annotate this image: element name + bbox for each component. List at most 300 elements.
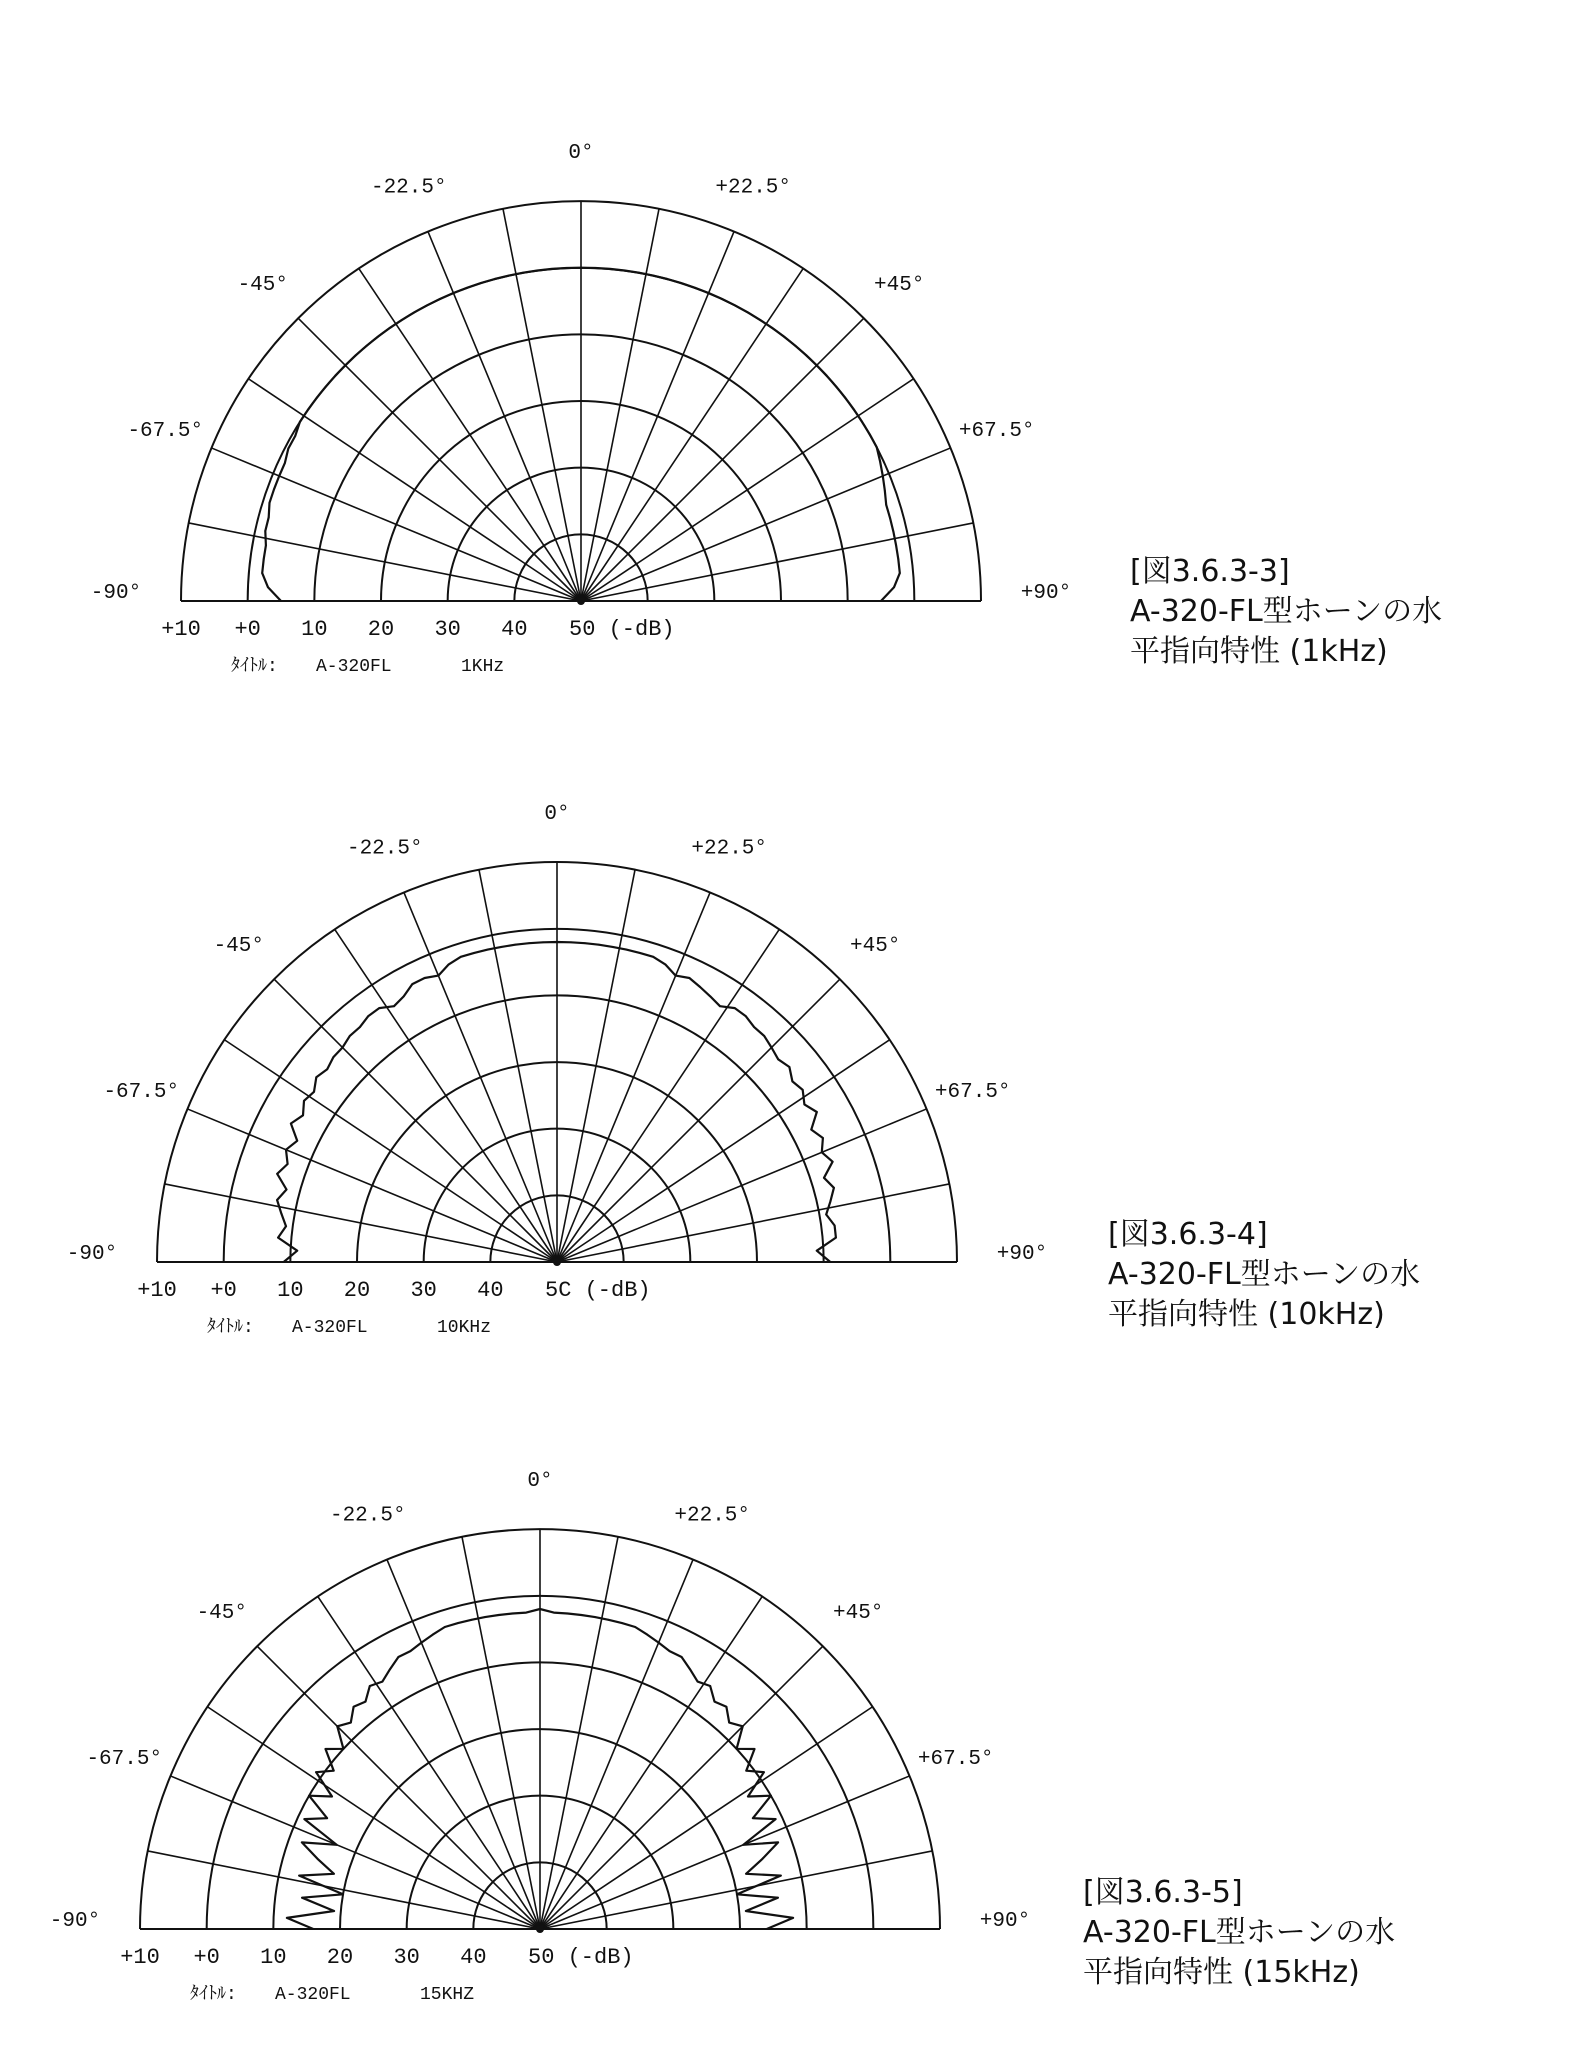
data-point: [336, 1725, 338, 1727]
data-point: [802, 1089, 804, 1091]
title-label: ﾀｲﾄﾙ:: [207, 1318, 254, 1338]
data-point: [439, 298, 441, 300]
grid-spoke: [540, 1776, 910, 1929]
data-point: [537, 270, 539, 272]
data-point: [365, 1701, 367, 1703]
data-point: [353, 1706, 355, 1708]
data-point: [313, 1091, 315, 1093]
data-point: [721, 298, 723, 300]
data-point: [646, 1634, 648, 1636]
grid-spoke: [170, 1776, 540, 1929]
db-label: 40: [460, 1945, 487, 1970]
data-point: [460, 956, 462, 958]
data-point: [832, 1161, 834, 1163]
data-point: [553, 1612, 555, 1614]
data-point: [367, 1015, 369, 1017]
data-point: [301, 1897, 303, 1899]
data-point: [823, 1177, 825, 1179]
data-point: [525, 1612, 527, 1614]
data-point: [780, 1875, 782, 1877]
data-point: [471, 1619, 473, 1621]
data-point: [728, 1722, 730, 1724]
data-point: [816, 1111, 818, 1113]
center-dot: [577, 597, 585, 605]
grid-spoke: [581, 231, 734, 601]
angle-label: -67.5°: [86, 1747, 163, 1771]
db-label: 30: [393, 1945, 420, 1970]
data-point: [742, 1844, 744, 1846]
data-point: [745, 1770, 747, 1772]
data-point: [880, 600, 882, 602]
data-point: [316, 397, 318, 399]
data-point: [763, 1771, 765, 1773]
data-point: [336, 1844, 338, 1846]
data-point: [638, 272, 640, 274]
data-point: [278, 475, 280, 477]
db-label: +10: [161, 617, 201, 642]
data-point: [699, 986, 701, 988]
data-point: [822, 1137, 824, 1139]
data-point: [301, 1842, 303, 1844]
data-point: [805, 354, 807, 356]
data-point: [299, 421, 301, 423]
data-point: [775, 1818, 777, 1820]
db-label: 50 (-dB): [569, 617, 675, 642]
db-label: 30: [434, 617, 461, 642]
grid-spoke: [274, 979, 557, 1262]
data-point: [835, 1237, 837, 1239]
title-value: A-320FL: [275, 1985, 351, 2005]
data-point: [861, 421, 863, 423]
data-point: [719, 1005, 721, 1007]
data-point: [697, 1681, 699, 1683]
data-point: [494, 278, 496, 280]
data-point: [424, 977, 426, 979]
data-point: [359, 1026, 361, 1028]
caption-1: [1130, 552, 1442, 672]
data-point: [594, 1616, 596, 1618]
data-point: [895, 545, 897, 547]
data-point: [816, 1250, 818, 1252]
caption-1-line2: 平指向特性 (1kHz): [1130, 634, 1388, 669]
data-point: [777, 1897, 779, 1899]
data-point: [621, 1622, 623, 1624]
db-label: 30: [410, 1278, 437, 1303]
grid-spoke: [557, 892, 710, 1262]
data-point: [771, 327, 773, 329]
data-point: [413, 311, 415, 313]
data-point: [326, 1068, 328, 1070]
data-point: [501, 946, 503, 948]
data-point: [334, 375, 336, 377]
data-point: [276, 1173, 278, 1175]
db-label: +0: [210, 1278, 237, 1303]
caption-3: [1083, 1873, 1395, 1993]
angle-label: -22.5°: [346, 837, 423, 861]
data-point: [869, 433, 871, 435]
data-point: [343, 1748, 345, 1750]
data-point: [889, 517, 891, 519]
data-point: [369, 1685, 371, 1687]
data-point: [267, 586, 269, 588]
data-point: [810, 1129, 812, 1131]
data-point: [286, 1189, 288, 1191]
data-point: [893, 586, 895, 588]
db-label: +0: [234, 617, 261, 642]
data-point: [315, 1076, 317, 1078]
data-point: [444, 1626, 446, 1628]
db-label: 5C (-dB): [545, 1278, 651, 1303]
data-point: [734, 304, 736, 306]
data-point: [681, 1656, 683, 1658]
data-point: [726, 1706, 728, 1708]
data-point: [542, 941, 544, 943]
angle-label: -90°: [66, 1243, 118, 1266]
data-point: [742, 1725, 744, 1727]
data-point: [753, 1026, 755, 1028]
data-point: [514, 944, 516, 946]
data-point: [747, 1796, 749, 1798]
data-point: [269, 502, 271, 504]
db-label: 40: [477, 1278, 504, 1303]
angle-label: +67.5°: [917, 1747, 994, 1771]
data-point: [286, 1917, 288, 1919]
data-point: [829, 1261, 831, 1263]
db-label: +10: [120, 1945, 160, 1970]
data-point: [484, 1616, 486, 1618]
angle-label: +67.5°: [934, 1080, 1011, 1104]
grid-spoke: [257, 1646, 540, 1929]
data-point: [344, 364, 346, 366]
db-label: +0: [193, 1945, 220, 1970]
caption-1-line1: A-320-FL型ホーンの水: [1130, 594, 1443, 629]
data-point: [570, 941, 572, 943]
data-point: [377, 336, 379, 338]
data-point: [284, 462, 286, 464]
angle-label: +45°: [873, 273, 925, 297]
data-point: [652, 275, 654, 277]
data-point: [771, 1047, 773, 1049]
grid-spoke: [187, 1109, 557, 1262]
data-point: [754, 1748, 756, 1750]
db-label: 20: [367, 617, 395, 642]
data-point: [879, 461, 881, 463]
data-point: [331, 1796, 333, 1798]
data-point: [658, 1642, 660, 1644]
data-point: [759, 319, 761, 321]
data-point: [333, 1770, 335, 1772]
data-point: [625, 949, 627, 951]
data-point: [473, 952, 475, 954]
data-point: [766, 1928, 768, 1930]
angle-label: +45°: [832, 1601, 884, 1625]
data-point: [763, 1035, 765, 1037]
data-point: [325, 386, 327, 388]
data-point: [675, 975, 677, 977]
data-point: [438, 975, 440, 977]
data-point: [680, 282, 682, 284]
title-freq: 10KHz: [437, 1318, 492, 1338]
data-point: [264, 530, 266, 532]
data-point: [893, 531, 895, 533]
grid-spoke: [557, 979, 840, 1262]
data-point: [897, 558, 899, 560]
data-point: [634, 1626, 636, 1628]
data-point: [508, 275, 510, 277]
angle-label: -90°: [90, 582, 142, 605]
data-point: [366, 345, 368, 347]
polar-chart-2: [67, 803, 1047, 1338]
angle-label: -22.5°: [370, 176, 447, 200]
db-label: 40: [501, 617, 528, 642]
grid-spoke: [581, 448, 951, 601]
caption-2-line2: 平指向特性 (10kHz): [1108, 1297, 1385, 1332]
angle-label: 0°: [568, 142, 594, 165]
data-point: [326, 1817, 328, 1819]
data-point: [794, 345, 796, 347]
data-point: [522, 272, 524, 274]
data-point: [512, 1613, 514, 1615]
data-point: [283, 1261, 285, 1263]
polar-chart-3: [50, 1470, 1030, 2005]
data-point: [736, 1893, 738, 1895]
data-point: [268, 516, 270, 518]
data-point: [584, 942, 586, 944]
title-label: ﾀｲﾄﾙ:: [231, 657, 278, 677]
grid-spoke: [298, 318, 581, 601]
caption-3-line1: A-320-FL型ホーンの水: [1083, 1915, 1396, 1950]
angle-label: -67.5°: [103, 1080, 180, 1104]
title-label: ﾀｲﾄﾙ:: [190, 1985, 237, 2005]
angle-label: -22.5°: [329, 1504, 406, 1528]
data-point: [426, 304, 428, 306]
data-point: [689, 977, 691, 979]
angle-label: +90°: [996, 1243, 1048, 1266]
angle-label: -90°: [49, 1910, 101, 1933]
data-point: [777, 1842, 779, 1844]
data-point: [885, 504, 887, 506]
data-point: [307, 409, 309, 411]
angle-label: 0°: [527, 1470, 553, 1493]
data-point: [666, 278, 668, 280]
angle-label: +45°: [849, 934, 901, 958]
data-point: [551, 268, 553, 270]
data-point: [317, 1858, 319, 1860]
data-point: [303, 1100, 305, 1102]
caption-2: [1108, 1215, 1420, 1335]
data-point: [876, 446, 878, 448]
data-point: [410, 1650, 412, 1652]
data-point: [265, 545, 267, 547]
data-point: [789, 1066, 791, 1068]
data-point: [669, 1650, 671, 1652]
data-point: [432, 1634, 434, 1636]
data-point: [453, 292, 455, 294]
data-point: [825, 1214, 827, 1216]
grid-spoke: [540, 1646, 823, 1929]
db-label: 10: [301, 617, 328, 642]
data-point: [411, 983, 413, 985]
data-point: [480, 282, 482, 284]
data-point: [770, 1795, 772, 1797]
data-point: [393, 1005, 395, 1007]
data-point: [664, 964, 666, 966]
title-freq: 1KHz: [461, 657, 505, 677]
grid-spoke: [581, 318, 864, 601]
data-point: [747, 311, 749, 313]
caption-2-figure: [図3.6.3-4]: [1108, 1217, 1268, 1252]
db-label: 20: [343, 1278, 371, 1303]
data-point: [899, 572, 901, 574]
data-point: [783, 336, 785, 338]
data-point: [325, 1748, 327, 1750]
title-value: A-320FL: [316, 657, 392, 677]
data-point: [609, 268, 611, 270]
caption-2-line1: A-320-FL型ホーンの水: [1108, 1257, 1421, 1292]
angle-label: 0°: [544, 803, 570, 826]
grid-spoke: [540, 1559, 693, 1929]
data-point: [466, 287, 468, 289]
data-point: [296, 1250, 298, 1252]
data-point: [287, 448, 289, 450]
data-point: [342, 1047, 344, 1049]
db-label: 10: [277, 1278, 304, 1303]
data-point: [792, 1917, 794, 1919]
data-point: [389, 327, 391, 329]
data-point: [694, 287, 696, 289]
data-point: [349, 1035, 351, 1037]
data-point: [378, 1007, 380, 1009]
data-point: [734, 1007, 736, 1009]
data-point: [884, 490, 886, 492]
grid-spoke: [557, 1109, 927, 1262]
data-point: [528, 942, 530, 944]
data-point: [652, 956, 654, 958]
data-point: [833, 1187, 835, 1189]
data-point: [745, 1873, 747, 1875]
db-label: +10: [137, 1278, 177, 1303]
angle-label: -45°: [237, 273, 289, 297]
data-point: [304, 1818, 306, 1820]
data-point: [826, 375, 828, 377]
data-point: [285, 1149, 287, 1151]
data-point: [882, 475, 884, 477]
data-point: [714, 1701, 716, 1703]
data-point: [457, 1622, 459, 1624]
data-point: [709, 1685, 711, 1687]
data-point: [487, 949, 489, 951]
data-point: [333, 1873, 335, 1875]
data-point: [350, 1722, 352, 1724]
data-point: [821, 1151, 823, 1153]
data-point: [498, 1614, 500, 1616]
data-point: [389, 1668, 391, 1670]
data-point: [745, 1910, 747, 1912]
data-point: [539, 1608, 541, 1610]
data-point: [290, 1123, 292, 1125]
data-point: [298, 1875, 300, 1877]
caption-1-figure: [図3.6.3-3]: [1130, 554, 1290, 589]
data-point: [276, 1199, 278, 1201]
data-point: [280, 1213, 282, 1215]
data-point: [816, 364, 818, 366]
data-point: [261, 572, 263, 574]
data-point: [294, 435, 296, 437]
data-point: [639, 952, 641, 954]
center-dot: [536, 1925, 544, 1933]
data-point: [280, 600, 282, 602]
center-dot: [553, 1258, 561, 1266]
data-point: [845, 397, 847, 399]
data-point: [448, 964, 450, 966]
data-point: [302, 1114, 304, 1116]
angle-label: -67.5°: [127, 419, 204, 443]
caption-3-figure: [図3.6.3-5]: [1083, 1875, 1243, 1910]
data-point: [285, 1225, 287, 1227]
data-point: [556, 941, 558, 943]
data-point: [853, 409, 855, 411]
angle-label: -45°: [196, 1601, 248, 1625]
caption-3-line2: 平指向特性 (15kHz): [1083, 1955, 1360, 1990]
data-point: [273, 488, 275, 490]
data-point: [398, 1656, 400, 1658]
data-point: [709, 996, 711, 998]
data-point: [567, 1613, 569, 1615]
angle-label: -45°: [213, 934, 265, 958]
data-point: [312, 1928, 314, 1930]
data-point: [296, 1140, 298, 1142]
data-point: [333, 1910, 335, 1912]
angle-label: +22.5°: [691, 837, 768, 861]
data-point: [598, 944, 600, 946]
grid-spoke: [428, 231, 581, 601]
angle-label: +90°: [1020, 582, 1072, 605]
data-point: [835, 386, 837, 388]
data-point: [612, 946, 614, 948]
data-point: [315, 1771, 317, 1773]
data-point: [762, 1858, 764, 1860]
db-label: 50 (-dB): [528, 1945, 634, 1970]
db-label: 10: [260, 1945, 287, 1970]
data-point: [277, 1237, 279, 1239]
data-point: [580, 267, 582, 269]
data-point: [745, 1015, 747, 1017]
data-point: [382, 1681, 384, 1683]
data-point: [804, 1104, 806, 1106]
data-point: [355, 354, 357, 356]
data-point: [708, 292, 710, 294]
data-point: [792, 1081, 794, 1083]
data-point: [834, 1225, 836, 1227]
data-point: [403, 996, 405, 998]
data-point: [333, 1056, 335, 1058]
data-point: [421, 1642, 423, 1644]
angle-label: +22.5°: [715, 176, 792, 200]
data-point: [689, 1668, 691, 1670]
db-label: 20: [326, 1945, 354, 1970]
data-point: [624, 270, 626, 272]
data-point: [752, 1817, 754, 1819]
data-point: [342, 1893, 344, 1895]
data-point: [287, 1163, 289, 1165]
title-value: A-320FL: [292, 1318, 368, 1338]
data-point: [608, 1619, 610, 1621]
data-point: [595, 267, 597, 269]
polar-chart-1: [91, 142, 1071, 677]
angle-label: +22.5°: [674, 1504, 751, 1528]
data-point: [566, 267, 568, 269]
data-point: [736, 1748, 738, 1750]
